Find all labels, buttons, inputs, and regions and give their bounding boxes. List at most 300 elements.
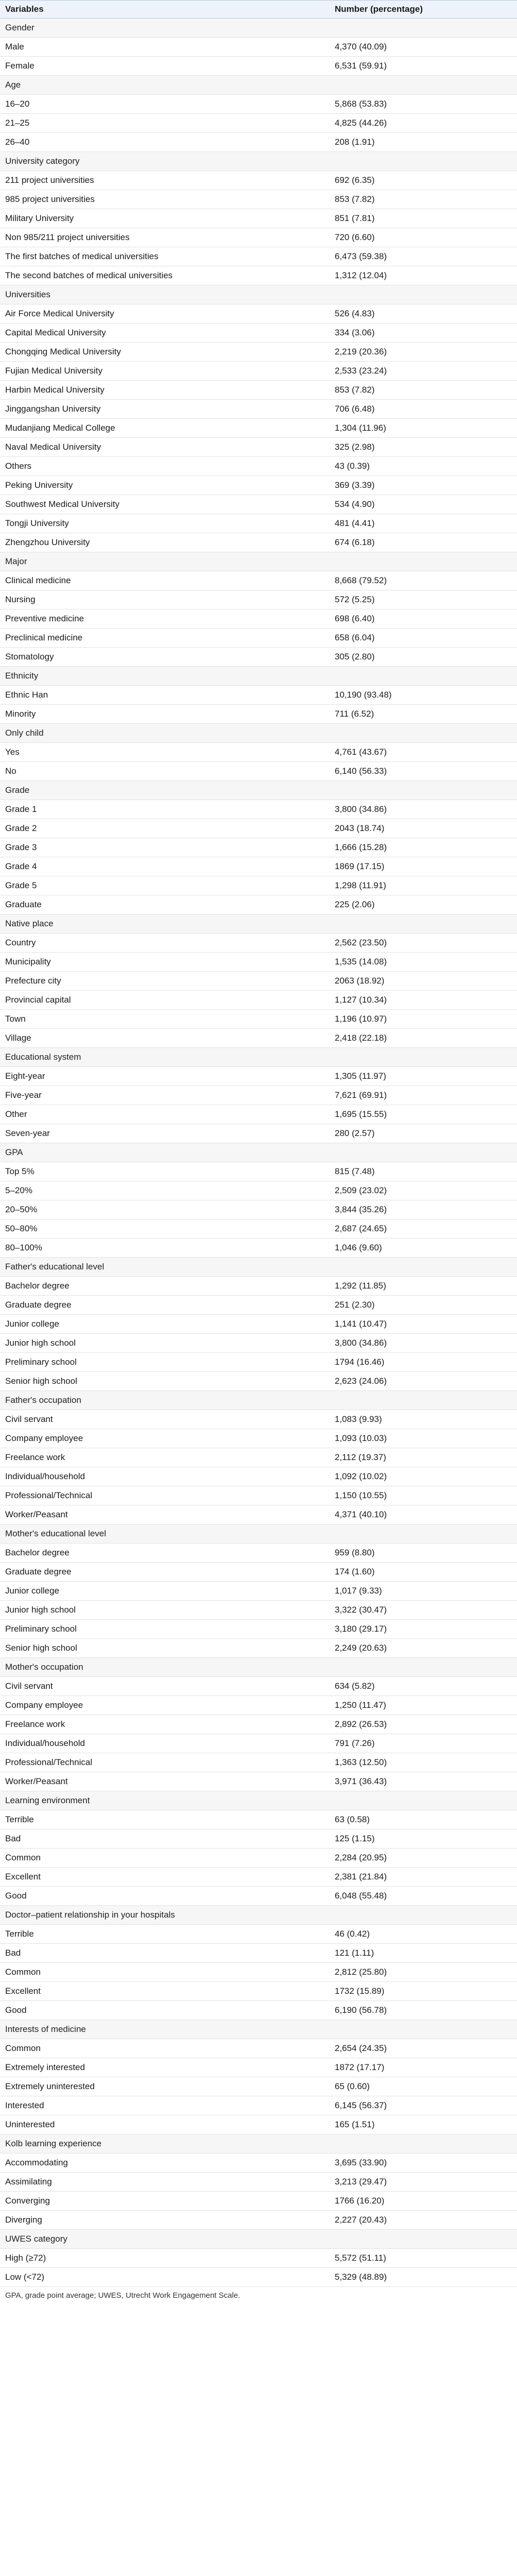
table-row: [0, 362, 517, 381]
row-value: 1,535 (14.08): [330, 953, 517, 972]
row-label: Jinggangshan University: [0, 400, 330, 419]
row-label: Assimilating: [0, 2173, 330, 2192]
table-row: [0, 1829, 517, 1849]
row-value: 791 (7.26): [330, 1734, 517, 1753]
row-label: Good: [0, 1887, 330, 1906]
row-value: 3,971 (36.43): [330, 1772, 517, 1791]
table-row: [0, 590, 517, 609]
row-label: Junior high school: [0, 1334, 330, 1353]
table-row: [0, 1067, 517, 1086]
row-label: Grade 4: [0, 857, 330, 876]
section-header-row: [0, 2134, 517, 2154]
row-label: Preventive medicine: [0, 609, 330, 629]
row-label: 50–80%: [0, 1219, 330, 1239]
section-title: Mother's occupation: [0, 1658, 517, 1677]
section-title: UWES category: [0, 2230, 517, 2249]
row-value: 4,371 (40.10): [330, 1505, 517, 1524]
section-title: Interests of medicine: [0, 2020, 517, 2039]
table-row: [0, 1639, 517, 1658]
row-value: 5,329 (48.89): [330, 2268, 517, 2287]
row-value: 305 (2.80): [330, 648, 517, 667]
section-title: University category: [0, 152, 517, 171]
row-value: 2,219 (20.36): [330, 343, 517, 362]
row-value: 5,868 (53.83): [330, 95, 517, 114]
section-title: Grade: [0, 781, 517, 800]
row-label: High (≥72): [0, 2249, 330, 2268]
row-value: 706 (6.48): [330, 400, 517, 419]
row-label: Excellent: [0, 1982, 330, 2001]
row-value: 2,687 (24.65): [330, 1219, 517, 1239]
table-row: [0, 514, 517, 533]
row-label: Diverging: [0, 2211, 330, 2230]
row-value: 1,695 (15.55): [330, 1105, 517, 1124]
row-value: 6,190 (56.78): [330, 2001, 517, 2020]
row-value: 1,312 (12.04): [330, 266, 517, 285]
table-row: [0, 1429, 517, 1448]
section-title: Native place: [0, 914, 517, 934]
row-value: 1794 (16.46): [330, 1353, 517, 1372]
table-row: [0, 857, 517, 876]
row-value: 2,227 (20.43): [330, 2211, 517, 2230]
table-row: [0, 1448, 517, 1467]
section-title: Kolb learning experience: [0, 2134, 517, 2154]
row-value: 7,621 (69.91): [330, 1086, 517, 1105]
section-header-row: [0, 667, 517, 686]
row-label: Preliminary school: [0, 1353, 330, 1372]
row-value: 1,093 (10.03): [330, 1429, 517, 1448]
section-title: Age: [0, 76, 517, 95]
table-row: [0, 114, 517, 133]
row-label: Company employee: [0, 1696, 330, 1715]
row-label: Ethnic Han: [0, 686, 330, 705]
table-row: [0, 1010, 517, 1029]
table-row: [0, 1810, 517, 1829]
table-row: [0, 1029, 517, 1048]
table-row: [0, 609, 517, 629]
row-value: 2,623 (24.06): [330, 1372, 517, 1391]
row-value: 63 (0.58): [330, 1810, 517, 1829]
header-variables: Variables: [0, 1, 330, 19]
row-value: 1,666 (15.28): [330, 838, 517, 857]
row-label: Military University: [0, 209, 330, 228]
table-row: [0, 895, 517, 914]
row-label: Country: [0, 934, 330, 953]
row-label: Stomatology: [0, 648, 330, 667]
row-label: Eight-year: [0, 1067, 330, 1086]
section-header-row: [0, 552, 517, 571]
table-row: [0, 2192, 517, 2211]
table-row: [0, 1124, 517, 1143]
table-row: [0, 190, 517, 209]
row-label: Company employee: [0, 1429, 330, 1448]
table-row: [0, 1544, 517, 1563]
table-row: [0, 1219, 517, 1239]
table-row: [0, 1277, 517, 1296]
row-value: 526 (4.83): [330, 304, 517, 324]
row-value: 46 (0.42): [330, 1925, 517, 1944]
row-value: 853 (7.82): [330, 190, 517, 209]
table-row: [0, 209, 517, 228]
table-row: [0, 1982, 517, 2001]
row-label: Municipality: [0, 953, 330, 972]
row-value: 2,812 (25.80): [330, 1963, 517, 1982]
table-row: [0, 1410, 517, 1429]
row-value: 10,190 (93.48): [330, 686, 517, 705]
row-label: Town: [0, 1010, 330, 1029]
table-row: [0, 1696, 517, 1715]
row-value: 959 (8.80): [330, 1544, 517, 1563]
row-label: Southwest Medical University: [0, 495, 330, 514]
table-row: [0, 1353, 517, 1372]
row-label: Nursing: [0, 590, 330, 609]
row-label: Senior high school: [0, 1372, 330, 1391]
row-value: 3,213 (29.47): [330, 2173, 517, 2192]
row-label: The first batches of medical universities: [0, 247, 330, 266]
row-value: 6,531 (59.91): [330, 57, 517, 76]
table-row: [0, 838, 517, 857]
table-row: [0, 1868, 517, 1887]
section-header-row: [0, 724, 517, 743]
row-label: Graduate degree: [0, 1563, 330, 1582]
row-value: 674 (6.18): [330, 533, 517, 552]
row-value: 2043 (18.74): [330, 819, 517, 838]
table-row: [0, 533, 517, 552]
row-value: 8,668 (79.52): [330, 571, 517, 590]
section-title: Only child: [0, 724, 517, 743]
table-row: [0, 1944, 517, 1963]
table-row: [0, 228, 517, 247]
row-label: Worker/Peasant: [0, 1772, 330, 1791]
table-row: [0, 972, 517, 991]
row-value: 1,141 (10.47): [330, 1315, 517, 1334]
table-row: [0, 1563, 517, 1582]
table-row: [0, 2249, 517, 2268]
row-value: 174 (1.60): [330, 1563, 517, 1582]
table-row: [0, 171, 517, 190]
row-value: 2,509 (23.02): [330, 1181, 517, 1200]
section-title: Universities: [0, 285, 517, 304]
table-header-row: [0, 1, 517, 19]
row-value: 1,150 (10.55): [330, 1486, 517, 1505]
row-label: Excellent: [0, 1868, 330, 1887]
section-header-row: [0, 19, 517, 38]
row-value: 1,305 (11.97): [330, 1067, 517, 1086]
row-value: 1,304 (11.96): [330, 419, 517, 438]
row-label: Extremely interested: [0, 2058, 330, 2077]
row-label: Professional/Technical: [0, 1753, 330, 1772]
table-row: [0, 381, 517, 400]
table-row: [0, 2154, 517, 2173]
row-value: 43 (0.39): [330, 457, 517, 476]
row-value: 4,825 (44.26): [330, 114, 517, 133]
row-label: Male: [0, 38, 330, 57]
row-label: 21–25: [0, 114, 330, 133]
row-label: Others: [0, 457, 330, 476]
table-row: [0, 2001, 517, 2020]
row-value: 1,083 (9.93): [330, 1410, 517, 1429]
table-row: [0, 743, 517, 762]
section-header-row: [0, 1791, 517, 1810]
section-title: Father's occupation: [0, 1391, 517, 1410]
table-row: [0, 2268, 517, 2287]
table-row: [0, 304, 517, 324]
row-label: 211 project universities: [0, 171, 330, 190]
table-row: [0, 1601, 517, 1620]
table-row: [0, 266, 517, 285]
row-label: Harbin Medical University: [0, 381, 330, 400]
row-label: No: [0, 762, 330, 781]
section-title: GPA: [0, 1143, 517, 1162]
row-label: Graduate degree: [0, 1296, 330, 1315]
row-value: 711 (6.52): [330, 705, 517, 724]
row-label: Peking University: [0, 476, 330, 495]
row-value: 2,562 (23.50): [330, 934, 517, 953]
section-title: Ethnicity: [0, 667, 517, 686]
table-row: [0, 2211, 517, 2230]
row-value: 1,292 (11.85): [330, 1277, 517, 1296]
table-row: [0, 2096, 517, 2115]
row-label: Five-year: [0, 1086, 330, 1105]
table-row: [0, 438, 517, 457]
table-row: [0, 629, 517, 648]
row-label: Bachelor degree: [0, 1277, 330, 1296]
section-header-row: [0, 2020, 517, 2039]
row-value: 698 (6.40): [330, 609, 517, 629]
table-row: [0, 1849, 517, 1868]
row-label: Converging: [0, 2192, 330, 2211]
row-value: 3,800 (34.86): [330, 1334, 517, 1353]
row-value: 1,250 (11.47): [330, 1696, 517, 1715]
section-title: Gender: [0, 19, 517, 38]
row-value: 6,145 (56.37): [330, 2096, 517, 2115]
row-value: 2,418 (22.18): [330, 1029, 517, 1048]
table-row: [0, 133, 517, 152]
row-label: Other: [0, 1105, 330, 1124]
row-value: 334 (3.06): [330, 324, 517, 343]
table-row: [0, 1181, 517, 1200]
table-row: [0, 419, 517, 438]
table-row: [0, 1963, 517, 1982]
row-value: 125 (1.15): [330, 1829, 517, 1849]
row-value: 534 (4.90): [330, 495, 517, 514]
row-value: 3,695 (33.90): [330, 2154, 517, 2173]
table-row: [0, 1086, 517, 1105]
row-value: 5,572 (51.11): [330, 2249, 517, 2268]
row-label: Bad: [0, 1829, 330, 1849]
section-title: Learning environment: [0, 1791, 517, 1810]
table-row: [0, 457, 517, 476]
table-row: [0, 95, 517, 114]
row-label: Fujian Medical University: [0, 362, 330, 381]
row-label: Grade 1: [0, 800, 330, 819]
section-header-row: [0, 1143, 517, 1162]
row-label: Minority: [0, 705, 330, 724]
row-label: Mudanjiang Medical College: [0, 419, 330, 438]
table-row: [0, 1334, 517, 1353]
table-row: [0, 2058, 517, 2077]
row-value: 6,473 (59.38): [330, 247, 517, 266]
table-row: [0, 819, 517, 838]
row-label: Naval Medical University: [0, 438, 330, 457]
row-label: Freelance work: [0, 1448, 330, 1467]
row-value: 481 (4.41): [330, 514, 517, 533]
table-row: [0, 2173, 517, 2192]
table-row: [0, 648, 517, 667]
table-footnote: GPA, grade point average; UWES, Utrecht Work Engagement Scale.: [5, 2291, 240, 2300]
table-row: [0, 934, 517, 953]
row-label: Common: [0, 2039, 330, 2058]
row-label: Bad: [0, 1944, 330, 1963]
row-value: 1,017 (9.33): [330, 1582, 517, 1601]
row-label: Clinical medicine: [0, 571, 330, 590]
table-row: [0, 38, 517, 57]
section-header-row: [0, 285, 517, 304]
row-value: 572 (5.25): [330, 590, 517, 609]
row-label: Extremely uninterested: [0, 2077, 330, 2096]
row-value: 3,800 (34.86): [330, 800, 517, 819]
row-value: 1,363 (12.50): [330, 1753, 517, 1772]
table-row: [0, 247, 517, 266]
table-row: [0, 1239, 517, 1258]
row-label: Freelance work: [0, 1715, 330, 1734]
row-label: Tongji University: [0, 514, 330, 533]
row-value: 6,140 (56.33): [330, 762, 517, 781]
table-row: [0, 686, 517, 705]
row-label: 80–100%: [0, 1239, 330, 1258]
row-label: 20–50%: [0, 1200, 330, 1219]
row-label: Common: [0, 1963, 330, 1982]
row-value: 165 (1.51): [330, 2115, 517, 2134]
table-row: [0, 1162, 517, 1181]
row-label: Non 985/211 project universities: [0, 228, 330, 247]
row-value: 2,654 (24.35): [330, 2039, 517, 2058]
table-row: [0, 762, 517, 781]
row-value: 225 (2.06): [330, 895, 517, 914]
table-row: [0, 1505, 517, 1524]
row-label: Senior high school: [0, 1639, 330, 1658]
row-label: Interested: [0, 2096, 330, 2115]
row-label: Good: [0, 2001, 330, 2020]
table-row: [0, 800, 517, 819]
row-label: Provincial capital: [0, 991, 330, 1010]
row-value: 251 (2.30): [330, 1296, 517, 1315]
row-label: Chongqing Medical University: [0, 343, 330, 362]
row-label: Village: [0, 1029, 330, 1048]
row-label: Terrible: [0, 1925, 330, 1944]
section-header-row: [0, 76, 517, 95]
table-row: [0, 876, 517, 895]
section-title: Father's educational level: [0, 1258, 517, 1277]
row-label: 26–40: [0, 133, 330, 152]
row-value: 1,092 (10.02): [330, 1467, 517, 1486]
row-label: Grade 5: [0, 876, 330, 895]
row-label: Seven-year: [0, 1124, 330, 1143]
row-value: 65 (0.60): [330, 2077, 517, 2096]
table-row: [0, 1105, 517, 1124]
row-value: 4,761 (43.67): [330, 743, 517, 762]
table-row: [0, 495, 517, 514]
row-value: 2,249 (20.63): [330, 1639, 517, 1658]
table-row: [0, 1887, 517, 1906]
row-value: 853 (7.82): [330, 381, 517, 400]
row-value: 1,196 (10.97): [330, 1010, 517, 1029]
table-row: [0, 1925, 517, 1944]
table-row: [0, 1296, 517, 1315]
header-number: Number (percentage): [330, 1, 517, 19]
row-value: 720 (6.60): [330, 228, 517, 247]
table-row: [0, 2039, 517, 2058]
row-value: 851 (7.81): [330, 209, 517, 228]
table-row: [0, 571, 517, 590]
table-row: [0, 1315, 517, 1334]
row-value: 2,381 (21.84): [330, 1868, 517, 1887]
row-value: 2,112 (19.37): [330, 1448, 517, 1467]
table-row: [0, 1734, 517, 1753]
section-header-row: [0, 1906, 517, 1925]
row-value: 1766 (16.20): [330, 2192, 517, 2211]
row-value: 208 (1.91): [330, 133, 517, 152]
row-value: 1869 (17.15): [330, 857, 517, 876]
row-label: Top 5%: [0, 1162, 330, 1181]
row-label: Civil servant: [0, 1410, 330, 1429]
row-label: Individual/household: [0, 1467, 330, 1486]
table-row: [0, 991, 517, 1010]
row-value: 3,180 (29.17): [330, 1620, 517, 1639]
row-value: 634 (5.82): [330, 1677, 517, 1696]
row-label: 985 project universities: [0, 190, 330, 209]
row-label: Low (<72): [0, 2268, 330, 2287]
row-label: Terrible: [0, 1810, 330, 1829]
table-row: [0, 2115, 517, 2134]
table-row: [0, 1753, 517, 1772]
row-value: 1732 (15.89): [330, 1982, 517, 2001]
table-row: [0, 1772, 517, 1791]
row-label: Junior college: [0, 1315, 330, 1334]
table-row: [0, 1677, 517, 1696]
table-row: [0, 1467, 517, 1486]
section-header-row: [0, 1258, 517, 1277]
row-value: 692 (6.35): [330, 171, 517, 190]
section-header-row: [0, 2230, 517, 2249]
row-value: 3,322 (30.47): [330, 1601, 517, 1620]
row-label: Civil servant: [0, 1677, 330, 1696]
row-label: Common: [0, 1849, 330, 1868]
row-value: 325 (2.98): [330, 438, 517, 457]
row-value: 2,284 (20.95): [330, 1849, 517, 1868]
table-row: [0, 57, 517, 76]
table-row: [0, 343, 517, 362]
table-row: [0, 1200, 517, 1219]
section-header-row: [0, 1048, 517, 1067]
table-row: [0, 400, 517, 419]
row-value: 3,844 (35.26): [330, 1200, 517, 1219]
row-label: Worker/Peasant: [0, 1505, 330, 1524]
section-title: Educational system: [0, 1048, 517, 1067]
section-header-row: [0, 152, 517, 171]
row-label: The second batches of medical universities: [0, 266, 330, 285]
table-row: [0, 1372, 517, 1391]
row-value: 369 (3.39): [330, 476, 517, 495]
row-value: 280 (2.57): [330, 1124, 517, 1143]
section-header-row: [0, 1524, 517, 1544]
table-body: [0, 19, 517, 2287]
row-label: Air Force Medical University: [0, 304, 330, 324]
table-row: [0, 324, 517, 343]
row-label: 5–20%: [0, 1181, 330, 1200]
row-value: 658 (6.04): [330, 629, 517, 648]
table-row: [0, 953, 517, 972]
row-label: Bachelor degree: [0, 1544, 330, 1563]
